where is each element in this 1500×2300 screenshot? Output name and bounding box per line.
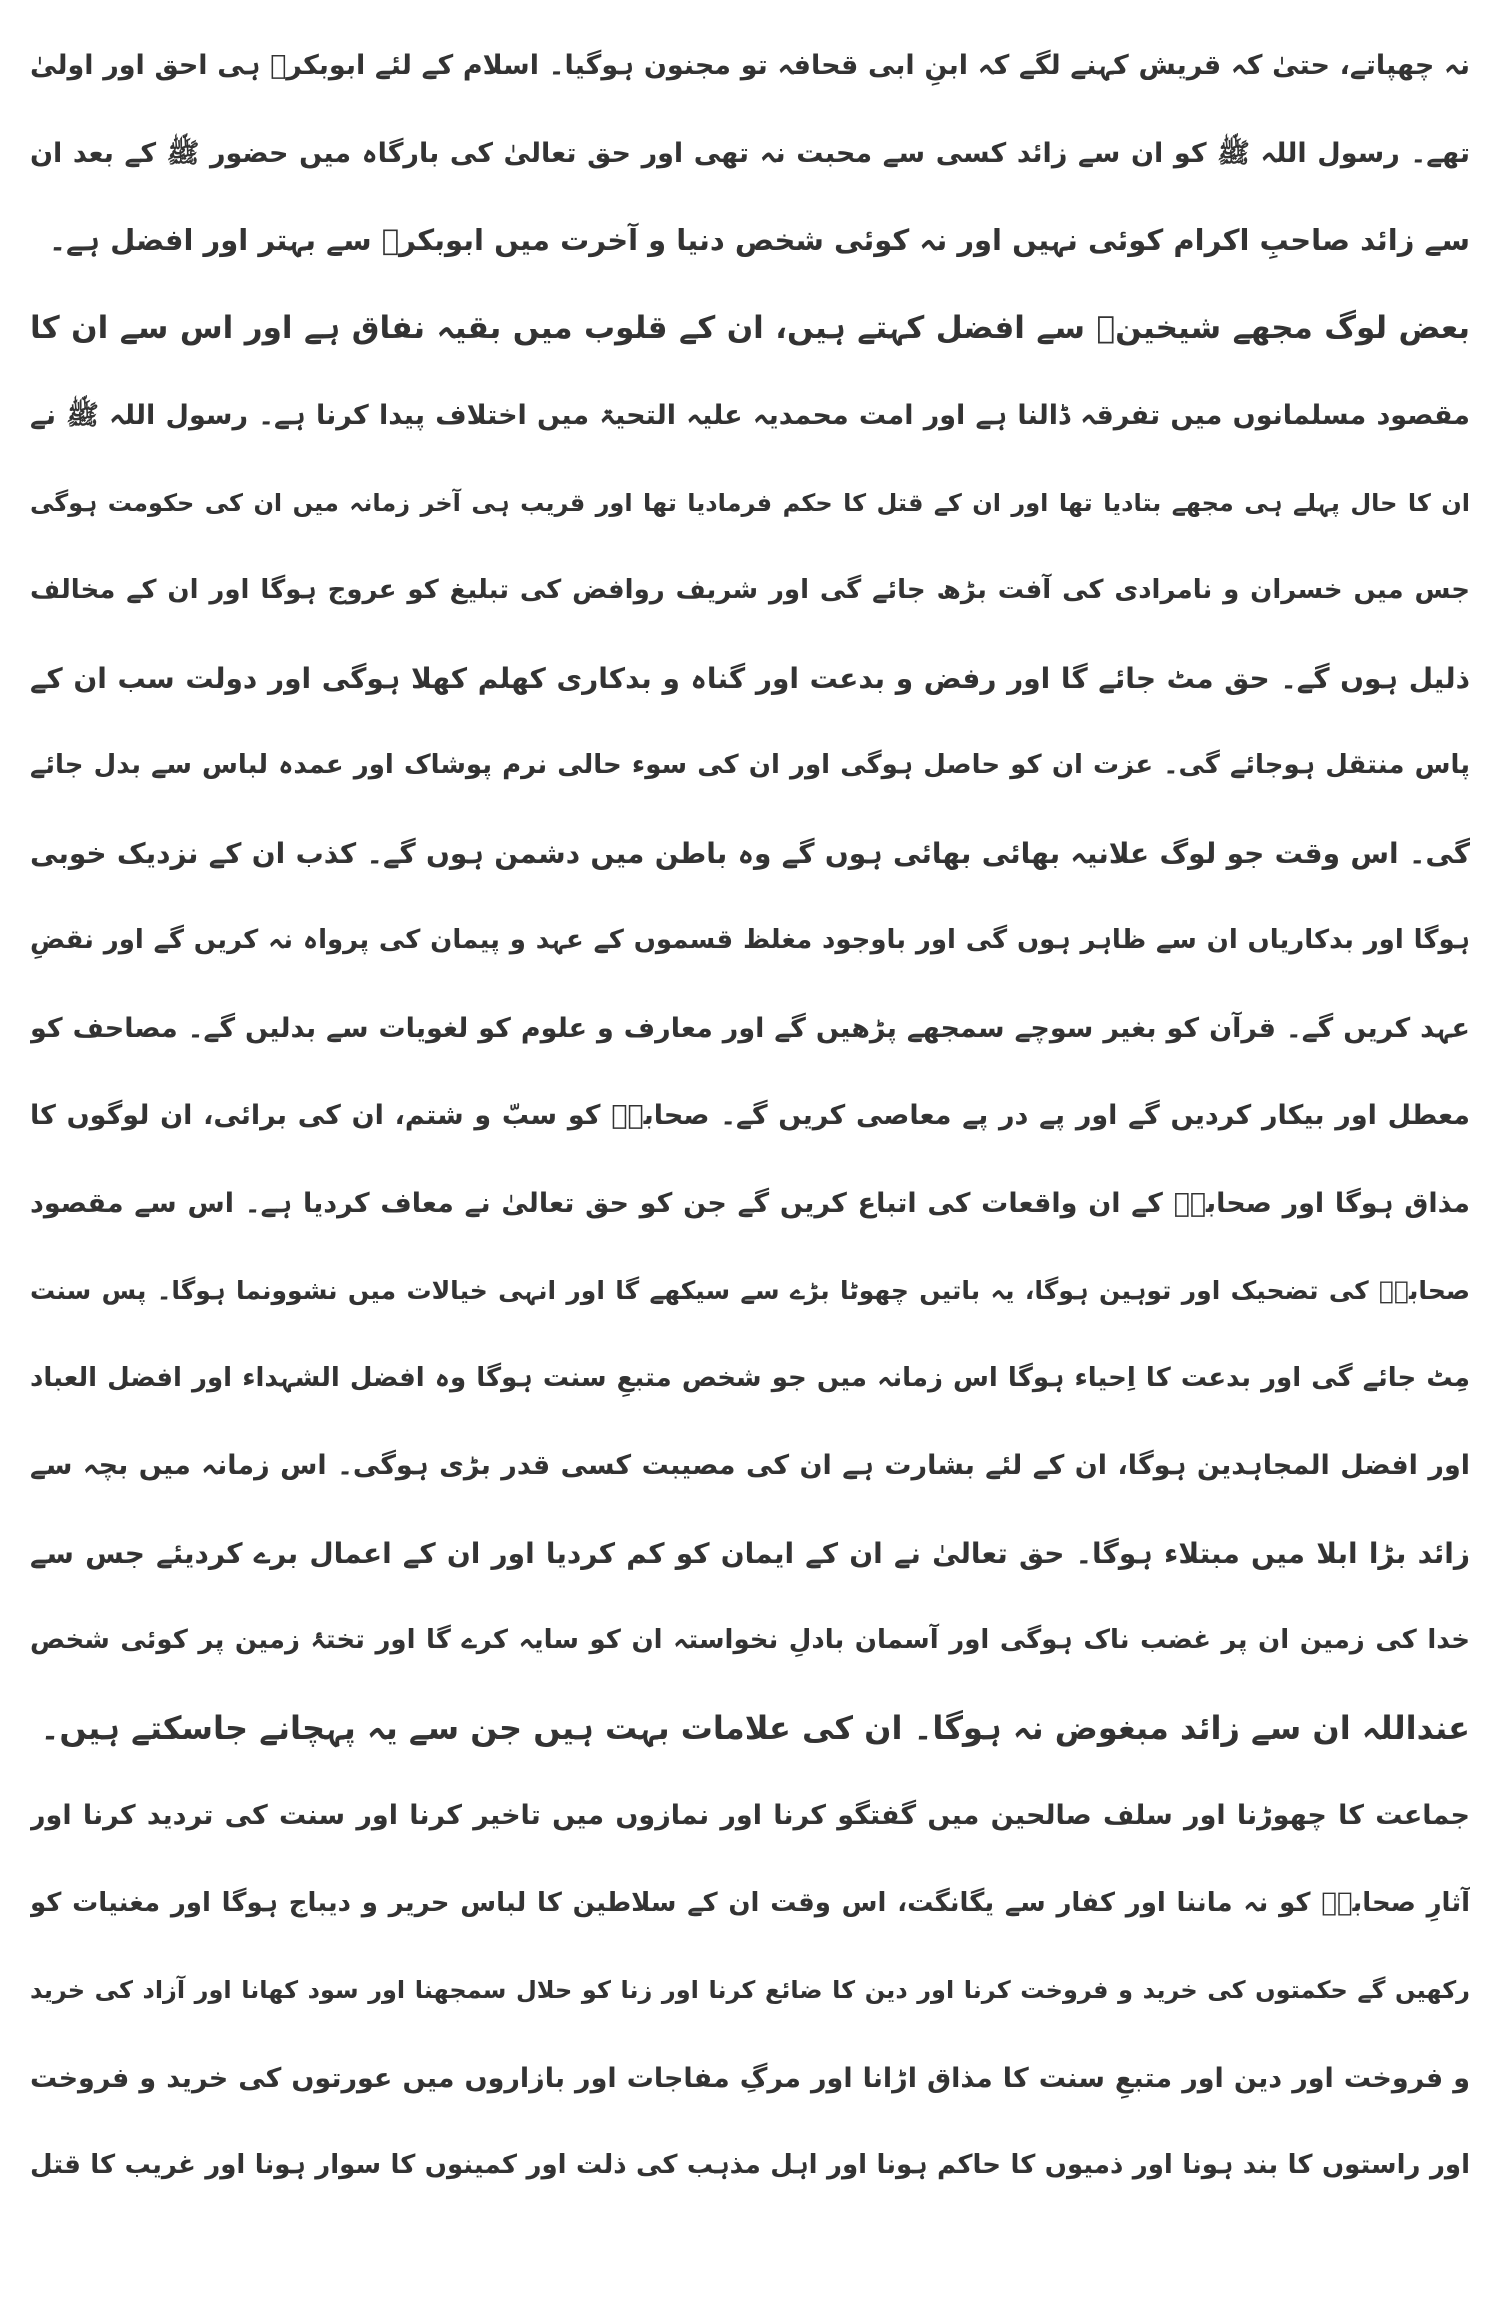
text-line: معطل اور بیکار کردیں گے اور پے در پے معاصی کریں گے۔ صحابہؓ کو سبّ و شتم، ان کی برائی، ان لوگوں کا xyxy=(30,1100,1470,1131)
text-line: صحابہؓ کی تضحیک اور توہین ہوگا، یہ باتیں چھوٹا بڑے سے سیکھے گا اور انہی خیالات میں نشوونما ہوگا۔ پس سنت xyxy=(30,1276,1470,1305)
text-line: مذاق ہوگا اور صحابہؓ کے ان واقعات کی اتباع کریں گے جن کو حق تعالیٰ نے معاف کردیا ہے۔ اس سے مقصود xyxy=(30,1187,1470,1219)
text-line: گی۔ اس وقت جو لوگ علانیہ بھائی بھائی ہوں گے وہ باطن میں دشمن ہوں گے۔ کذب ان کے نزدیک خوبی xyxy=(30,836,1470,870)
text-line: بعض لوگ مجھے شیخینؓ سے افضل کہتے ہیں، ان کے قلوب میں بقیہ نفاق ہے اور اس سے ان کا xyxy=(30,309,1470,346)
text-line: و فروخت اور دین اور متبعِ سنت کا مذاق اڑانا اور مرگِ مفاجات اور بازاروں میں عورتوں کی خرید و فروخت xyxy=(30,2062,1470,2094)
text-line: آثارِ صحابہؓ کو نہ ماننا اور کفار سے یگانگت، اس وقت ان کے سلاطین کا لباس حریر و دیباج ہوگا اور مغنیات کو xyxy=(30,1887,1470,1918)
text-line: مِٹ جائے گی اور بدعت کا اِحیاء ہوگا اس زمانہ میں جو شخص متبعِ سنت ہوگا وہ افضل الشہداء اور افضل العباد xyxy=(30,1362,1470,1393)
text-line: تھے۔ رسول اللہ ﷺ کو ان سے زائد کسی سے محبت نہ تھی اور حق تعالیٰ کی بارگاہ میں حضور ﷺ کے بعد ان xyxy=(30,137,1470,169)
text-line: جماعت کا چھوڑنا اور سلف صالحین میں گفتگو کرنا اور نمازوں میں تاخیر کرنا اور سنت کی تردید کرنا اور xyxy=(30,1800,1470,1831)
text-line: ان کا حال پہلے ہی مجھے بتادیا تھا اور ان کے قتل کا حکم فرمادیا تھا اور قریب ہی آخر زمانہ میں ان کی حکومت ہوگی xyxy=(30,488,1470,517)
text-line: ہوگا اور بدکاریاں ان سے ظاہر ہوں گی اور باوجود مغلظ قسموں کے عہد و پیمان کی پرواہ نہ کریں گے اور نقضِ xyxy=(30,925,1470,955)
text-line: اور افضل المجاہدین ہوگا، ان کے لئے بشارت ہے ان کی مصیبت کسی قدر بڑی ہوگی۔ اس زمانہ میں بچہ سے xyxy=(30,1450,1470,1481)
text-line: عہد کریں گے۔ قرآن کو بغیر سوچے سمجھے پڑھیں گے اور معارف و علوم کو لغویات سے بدلیں گے۔ مصاحف کو xyxy=(30,1012,1470,1044)
text-line: خدا کی زمین ان پر غضب ناک ہوگی اور آسمان بادلِ نخواستہ ان کو سایہ کرے گا اور تختۂ زمین پر کوئی شخص xyxy=(30,1625,1470,1655)
text-line: اور راستوں کا بند ہونا اور ذمیوں کا حاکم ہونا اور اہل مذہب کی ذلت اور کمینوں کا سوار ہونا اور غریب کا قتل xyxy=(30,2150,1470,2180)
text-line: عنداللہ ان سے زائد مبغوض نہ ہوگا۔ ان کی علامات بہت ہیں جن سے یہ پہچانے جاسکتے ہیں۔ xyxy=(40,1708,1470,1747)
text-line: ذلیل ہوں گے۔ حق مٹ جائے گا اور رفض و بدعت اور گناہ و بدکاری کھلم کھلا ہوگی اور دولت سب ان کے xyxy=(30,661,1470,695)
text-line: رکھیں گے حکمتوں کی خرید و فروخت کرنا اور دین کا ضائع کرنا اور زنا کو حلال سمجھنا اور سود کھانا اور آزاد کی خرید xyxy=(30,1976,1470,2004)
text-line: سے زائد صاحبِ اکرام کوئی نہیں اور نہ کوئی شخص دنیا و آخرت میں ابوبکرؓ سے بہتر اور افضل ہے۔ xyxy=(49,223,1470,257)
text-line: جس میں خسران و نامرادی کی آفت بڑھ جائے گی اور شریف روافض کی تبلیغ کو عروج ہوگا اور ان کے مخالف xyxy=(30,575,1470,605)
text-line: زائد بڑا ابلا میں مبتلاء ہوگا۔ حق تعالیٰ نے ان کے ایمان کو کم کردیا اور ان کے اعمال برے کردیئے جس سے xyxy=(30,1536,1470,1570)
text-line: مقصود مسلمانوں میں تفرقہ ڈالنا ہے اور امت محمدیہ علیہ التحیۃ میں اختلاف پیدا کرنا ہے۔ رسول اللہ ﷺ نے xyxy=(30,400,1470,431)
text-line: نہ چھپاتے، حتیٰ کہ قریش کہنے لگے کہ ابنِ ابی قحافہ تو مجنون ہوگیا۔ اسلام کے لئے ابوبکرؓ ہی احق اور اولیٰ xyxy=(30,50,1470,81)
text-line: پاس منتقل ہوجائے گی۔ عزت ان کو حاصل ہوگی اور ان کی سوء حالی نرم پوشاک اور عمدہ لباس سے بدل جائے xyxy=(30,750,1470,780)
